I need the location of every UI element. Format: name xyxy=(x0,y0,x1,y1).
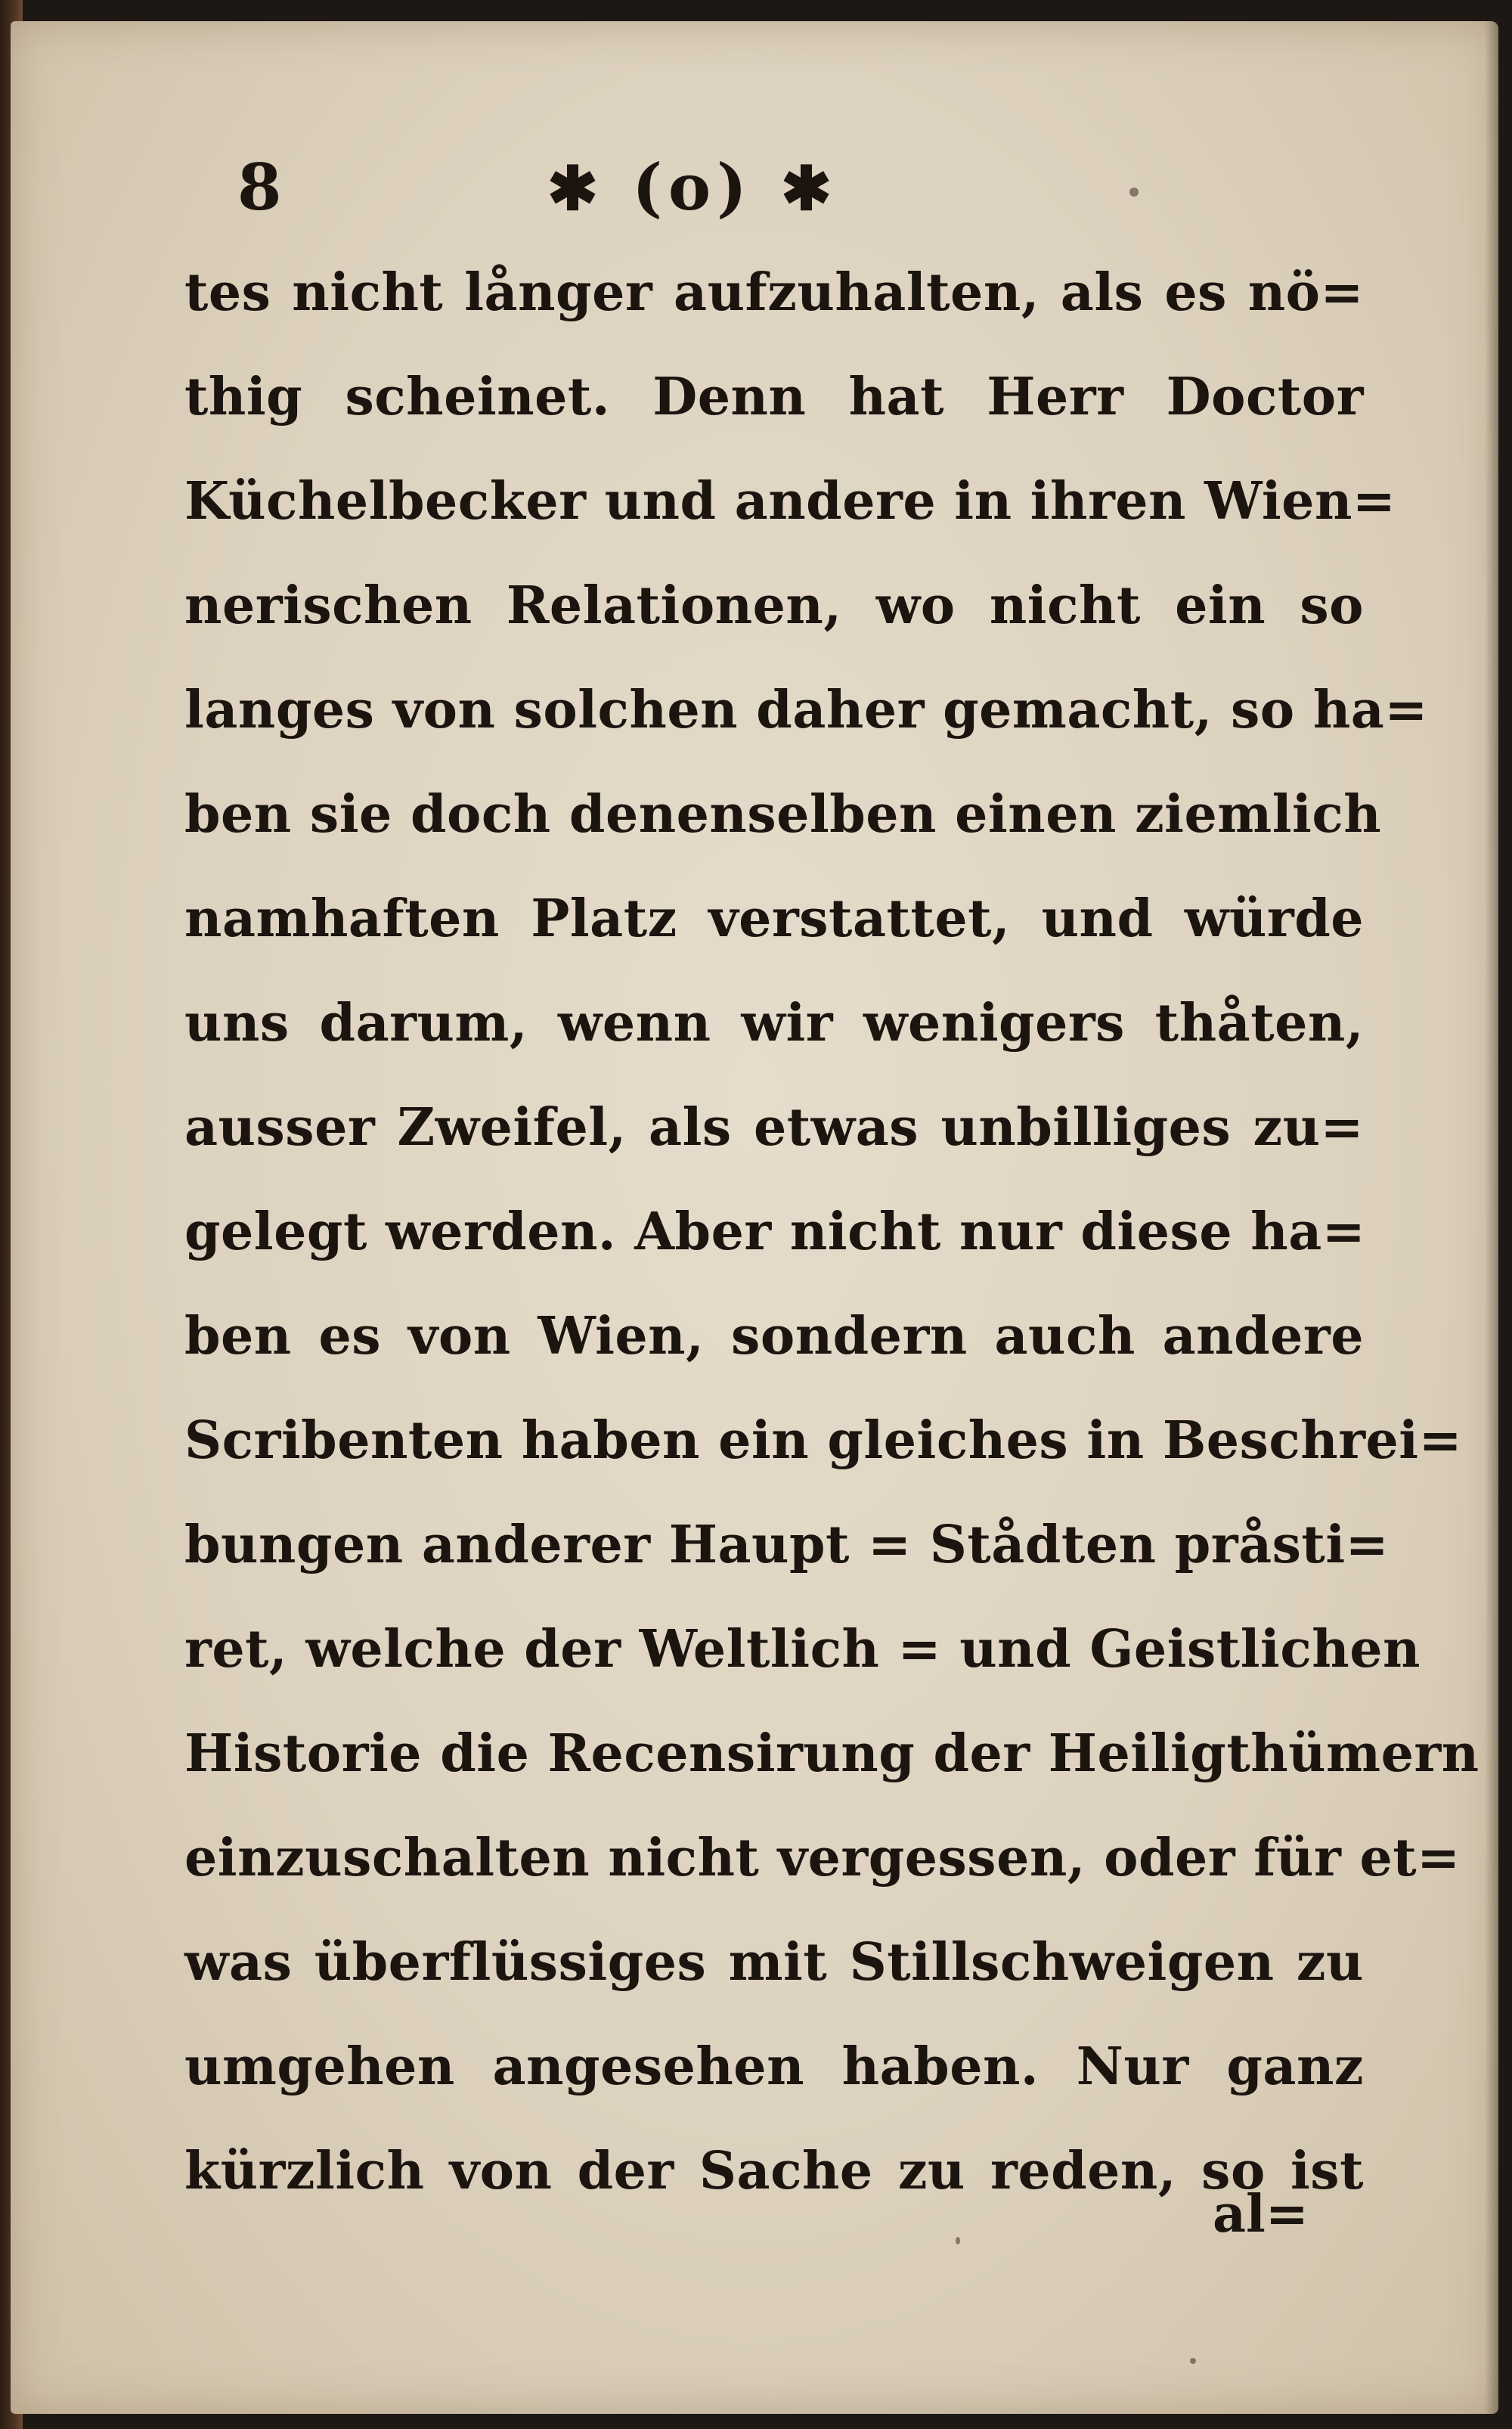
page-edge-shadow xyxy=(1485,21,1498,2414)
text-line: umgehen angesehen haben. Nur ganz xyxy=(184,2037,1364,2097)
paper-speck xyxy=(1190,2358,1196,2364)
text-line: ben es von Wien, sondern auch andere xyxy=(184,1306,1364,1367)
text-line: thig scheinet. Denn hat Herr Doctor xyxy=(184,367,1364,427)
text-line: was überflüssiges mit Stillschweigen zu xyxy=(184,1932,1364,1993)
text-line: einzuschalten nicht vergessen, oder für et= xyxy=(184,1828,1461,1888)
text-line: uns darum, wenn wir wenigers thåten, xyxy=(184,993,1364,1053)
catchword: al= xyxy=(1213,2184,1309,2244)
text-line: tes nicht långer aufzuhalten, als es nö= xyxy=(184,262,1364,323)
text-line: langes von solchen daher gemacht, so ha= xyxy=(184,680,1428,740)
paper-speck xyxy=(1129,188,1139,197)
text-line: namhaften Platz verstattet, und würde xyxy=(184,889,1364,949)
text-line: ausser Zweifel, als etwas unbilliges zu= xyxy=(184,1097,1364,1158)
body-text xyxy=(184,240,1479,2223)
text-line: Küchelbecker und andere in ihren Wien= xyxy=(184,471,1396,532)
running-head-text: (o) xyxy=(632,150,753,225)
book-page xyxy=(11,21,1498,2414)
ornament-right-icon: ✱ xyxy=(781,153,838,224)
page-header xyxy=(11,150,1498,240)
text-line: nerischen Relationen, wo nicht ein so xyxy=(184,575,1364,636)
ornament-left-icon: ✱ xyxy=(547,153,605,224)
page-number: 8 xyxy=(237,150,282,225)
paper-speck xyxy=(956,2237,960,2244)
running-head xyxy=(547,150,838,225)
text-line: ben sie doch denenselben einen ziemlich xyxy=(184,784,1382,845)
text-line: ret, welche der Weltlich = und Geistlichen xyxy=(184,1619,1421,1680)
text-line: Scribenten haben ein gleiches in Beschrei= xyxy=(184,1410,1463,1471)
text-line: gelegt werden. Aber nicht nur diese ha= xyxy=(184,1202,1366,1262)
text-line: bungen anderer Haupt = Stådten pråsti= xyxy=(184,1515,1390,1575)
text-line: Historie die Recensirung der Heiligthümern xyxy=(184,1723,1479,1784)
text-line: kürzlich von der Sache zu reden, so ist xyxy=(184,2141,1364,2201)
